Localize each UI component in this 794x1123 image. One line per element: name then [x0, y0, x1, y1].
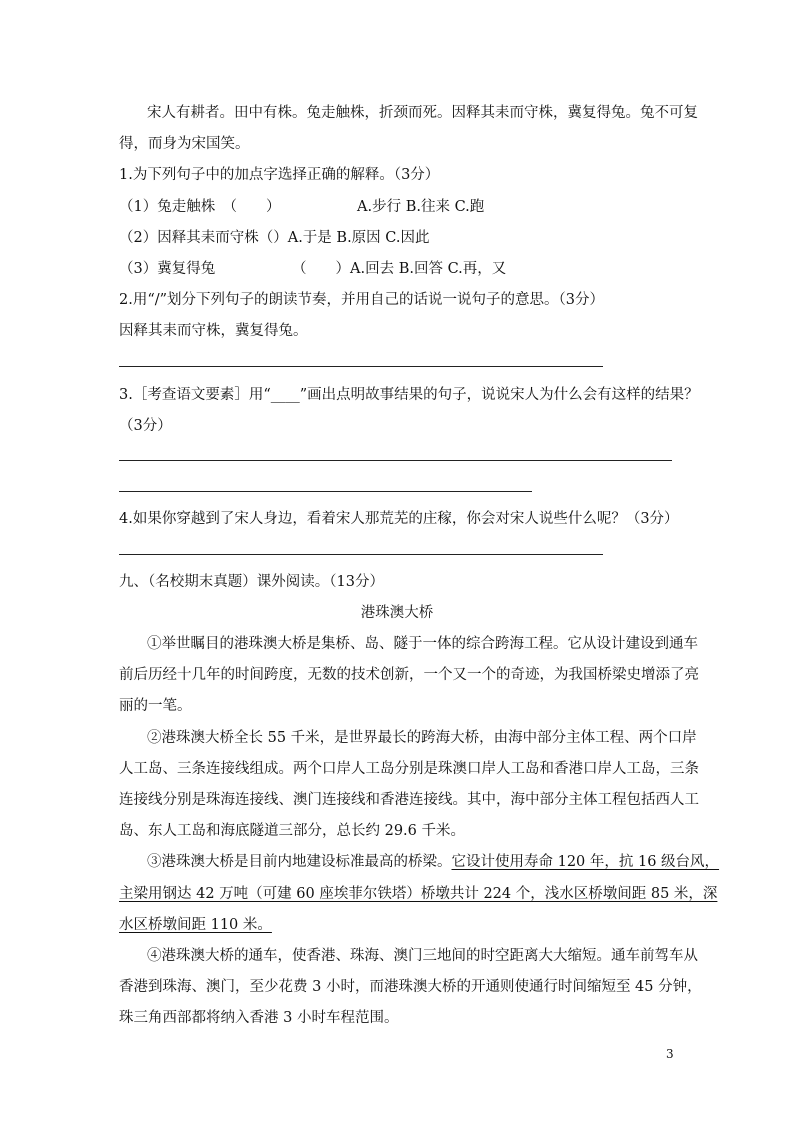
- page-number: 3: [666, 1047, 674, 1061]
- answer-line-q4[interactable]: [119, 554, 603, 555]
- paragraph-4-line-1: ④港珠澳大桥的通车，使香港、珠海、澳门三地间的时空距离大大缩短。通车前驾车从: [147, 948, 698, 964]
- article-title: 港珠澳大桥: [360, 605, 434, 621]
- story-line-1: 宋人有耕者。田中有株。兔走触株，折颈而死。因释其耒而守株，冀复得兔。兔不可复: [147, 105, 698, 121]
- question-1: 1.为下列句子中的加点字选择正确的解释。（3分）: [119, 167, 440, 183]
- answer-line-q3-1[interactable]: [119, 460, 672, 461]
- paragraph-1-line-1: ①举世瞩目的港珠澳大桥是集桥、岛、隧于一体的综合跨海工程。它从设计建设到通车: [147, 636, 698, 652]
- question-1-item-1: （1）兔走触株 （ ）: [119, 199, 281, 215]
- question-3: 3.［考查语文要素］用“____”画出点明故事结果的句子，说说宋人为什么会有这样的结果？: [119, 387, 699, 403]
- paragraph-1-line-2: 前后历经十几年的时间跨度，无数的技术创新，一个又一个的奇迹，为我国桥梁史增添了亮: [119, 667, 699, 683]
- paragraph-2-line-2: 人工岛、三条连接线组成。两个口岸人工岛分别是珠澳口岸人工岛和香港口岸人工岛，三条: [119, 761, 699, 777]
- question-1-item-3-options: （ ）A.回去 B.回答 C.再，又: [292, 261, 507, 277]
- story-line-2: 得，而身为宋国笑。: [119, 136, 250, 152]
- question-3-score: （3分）: [119, 418, 172, 434]
- paragraph-4-line-2: 香港到珠海、澳门，至少花费 3 小时，而港珠澳大桥的开通则使通行时间缩短至 45 分钟，: [119, 979, 702, 995]
- paragraph-3-line-2: 主梁用钢达 42 万吨（可建 60 座埃菲尔铁塔）桥墩共计 224 个，浅水区桥墩间距 85 米，深: [119, 886, 718, 902]
- question-1-item-2: （2）因释其耒而守株（）A.于是 B.原因 C.因此: [119, 230, 430, 246]
- question-2: 2.用“/”划分下列句子的朗读节奏，并用自己的话说一说句子的意思。（3分）: [119, 292, 605, 308]
- paragraph-2-line-1: ②港珠澳大桥全长 55 千米，是世界最长的跨海大桥，由海中部分主体工程、两个口岸: [147, 730, 697, 746]
- question-4: 4.如果你穿越到了宋人身边，看着宋人那荒芜的庄稼，你会对宋人说些什么呢？（3分）: [119, 511, 679, 527]
- answer-line-q3-2[interactable]: [119, 491, 532, 492]
- paragraph-3-line-3: 水区桥墩间距 110 米。: [119, 917, 272, 933]
- question-2-sentence: 因释其耒而守株，冀复得兔。: [119, 323, 308, 339]
- paragraph-3-underlined-start: 它设计使用寿命 120 年，抗 16 级台风，: [451, 854, 720, 870]
- paragraph-1-line-3: 丽的一笔。: [119, 698, 192, 714]
- paragraph-3-intro: ③港珠澳大桥是目前内地建设标准最高的桥梁。: [147, 854, 452, 870]
- question-1-item-1-options: A.步行 B.往来 C.跑: [357, 199, 485, 215]
- question-1-item-3: （3）冀复得兔: [119, 261, 216, 277]
- paragraph-2-line-3: 连接线分别是珠海连接线、澳门连接线和香港连接线。其中，海中部分主体工程包括西人工: [119, 792, 699, 808]
- paragraph-2-line-4: 岛、东人工岛和海底隧道三部分，总长约 29.6 千米。: [119, 823, 466, 839]
- paragraph-3-line-1: [147, 852, 719, 872]
- answer-line-q2[interactable]: [119, 366, 603, 367]
- paragraph-4-line-3: 珠三角西部都将纳入香港 3 小时车程范围。: [119, 1010, 399, 1026]
- section-9-heading: 九、（名校期末真题）课外阅读。（13分）: [119, 574, 384, 590]
